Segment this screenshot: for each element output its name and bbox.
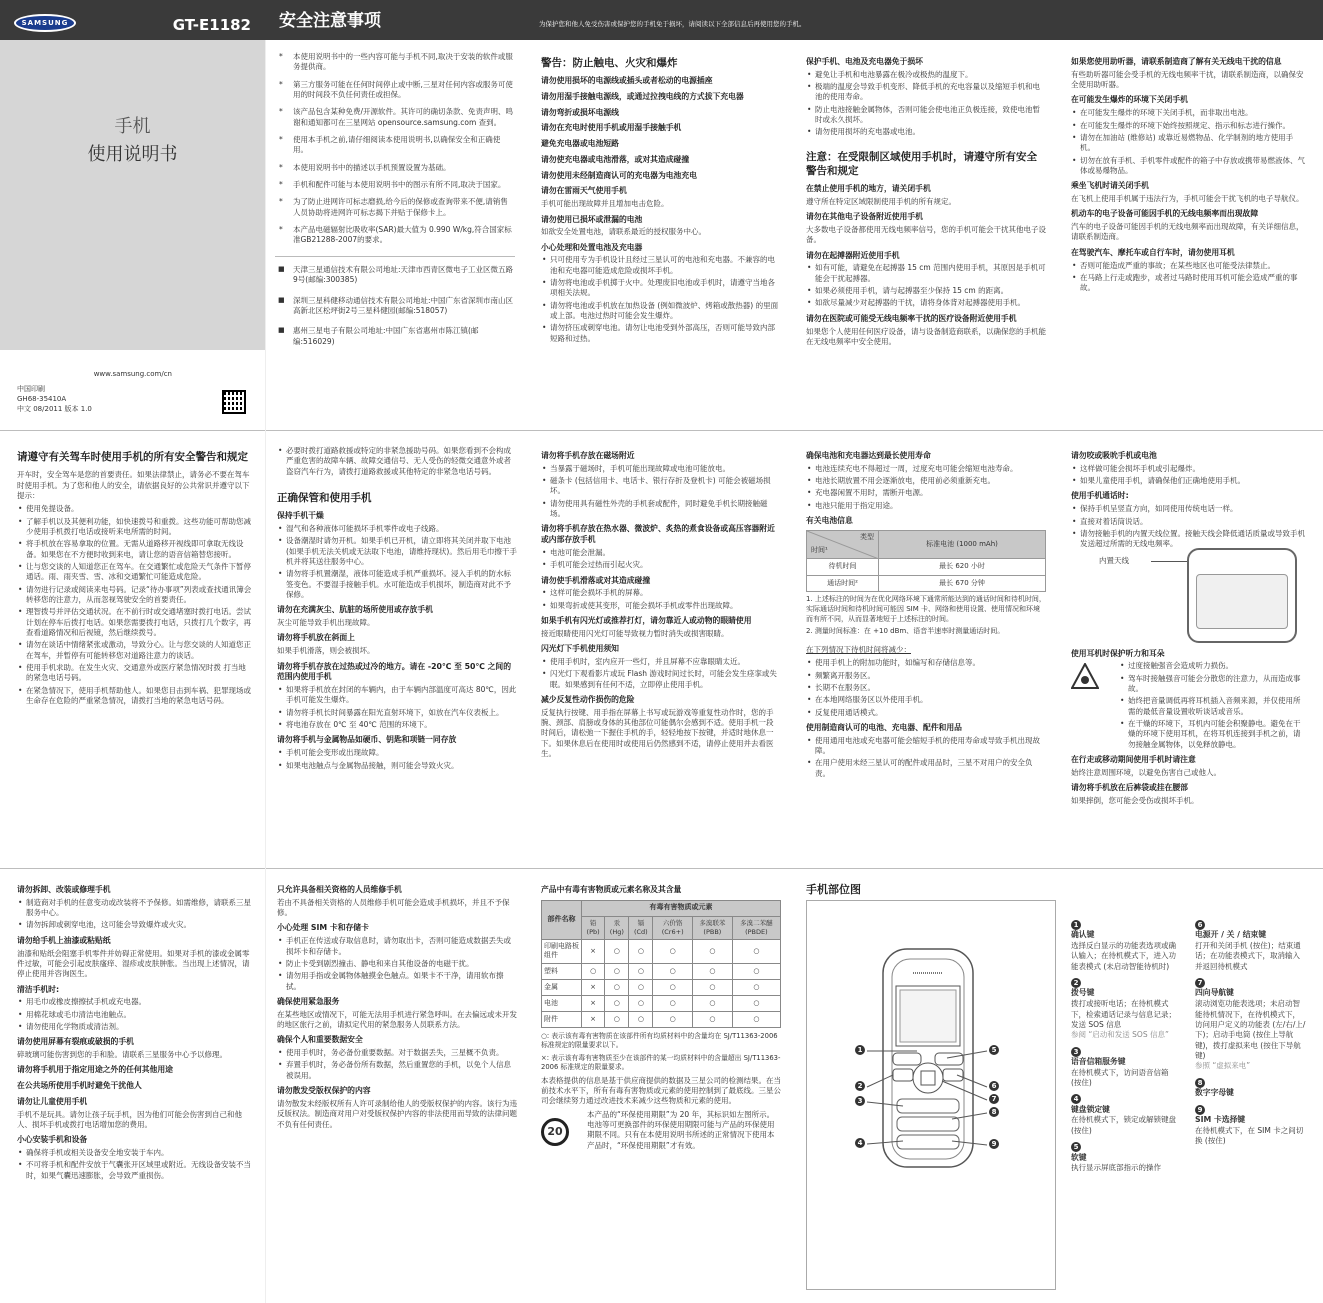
key-title: 四向导航键 [1195, 988, 1234, 998]
key-reference: 参阅 “启动和发送 SOS 信息” [1071, 1030, 1169, 1040]
list-item: • 手机可能会过热而引起火灾。 [541, 560, 779, 570]
table-cell: 印刷电路板组件 [542, 939, 582, 963]
table-cell: ○ [732, 939, 780, 963]
list-item: • 闪光灯下观看影片或玩 Flash 游戏时间过长时，可能会发生痉挛或失眠。如果感到有任何不适，立即停止使用手机。 [541, 669, 779, 690]
table-header: 多溴联苯 (PBB) [693, 916, 733, 939]
divider [0, 430, 1323, 431]
list-item: * 本使用说明书中的一些内容可能与手机不同,取决于安装的软件或服务提供商。 [275, 52, 515, 73]
list-item: • 电池连续充电不得超过一周，过度充电可能会缩短电池寿命。 [806, 464, 1046, 474]
warning-heading: 请勿用湿手接触电源线，或通过拉拽电线的方式拔下充电器 [541, 91, 744, 101]
key-title: 电源开 / 关 / 结束键 [1195, 930, 1267, 940]
list-item: • 保持手机呈竖直方向，如同使用传统电话一样。 [1071, 504, 1306, 514]
table-cell: ○ [605, 964, 629, 980]
table-header: 多溴二苯醚 (PBDE) [732, 916, 780, 939]
table-cell: ○ [629, 964, 653, 980]
list-item: • 请勿将手机长时间暴露在阳光直射环境下，如放在汽车仪表板上。 [277, 708, 517, 718]
key-title: 数字字母键 [1195, 1087, 1234, 1097]
key-description [1071, 1047, 1176, 1089]
key-text: 在待机模式下，在 SIM 卡之间切换 (按住) [1195, 1125, 1304, 1146]
table-row [542, 980, 781, 996]
layout-title: 手机部位图 [806, 883, 861, 896]
cover-title: 手机 使用说明书 [87, 116, 178, 166]
list-item: * 本使用说明书中的描述以手机预置设置为基础。 [275, 163, 515, 173]
table-cell: ○ [732, 964, 780, 980]
key-description [1195, 920, 1307, 972]
list-item: • 在干燥的环境下，耳机内可能会积聚静电。避免在干燥的环境下使用耳机，在将耳机连接到手机之前，请勿接触金属物体，以免释放静电。 [1119, 719, 1306, 750]
list-item: • 切勿在放有手机、手机零件或配件的箱子中存放或携带易燃液体、气体或易爆物品。 [1071, 156, 1306, 177]
list-item: • 了解手机以及其便利功能，如快速拨号和重拨。这些功能可帮助您减少使用手机拨打电话或接听来电所需的时间。 [17, 517, 253, 538]
list-item: * 为了防止进网许可标志磨损,给今后的保修或查询带来不便,请销售人员协助将进网许可标志揭下并贴于保修卡上。 [275, 197, 515, 218]
list-item: • 使用手机上的附加功能时，如编写和存储信息等。 [806, 658, 1046, 668]
list-item: • 如果电池触点与金属物品接触，则可能会导致火灾。 [277, 761, 517, 771]
key-text: 执行显示屏底部指示的操作 [1071, 1163, 1161, 1173]
warning-heading: 避免充电器或电池短路 [541, 139, 619, 149]
table-cell: ○ [693, 1012, 733, 1028]
table-cell: ○ [693, 964, 733, 980]
list-item: • 频繁离开服务区。 [806, 671, 1046, 681]
table-cell: ○ [653, 964, 693, 980]
key-text: 在待机模式下，访问语音信箱 (按住) [1071, 1067, 1169, 1088]
list-item: • 使用手机时，室内应开一些灯，并且屏幕不应靠眼睛太近。 [541, 657, 779, 667]
table-row [542, 1012, 781, 1028]
list-item: • 请勿将电池或手机掷于火中。处理废旧电池或手机时，请遵守当地各项相关法规。 [541, 278, 779, 299]
list-item: * 第三方服务可能在任何时间停止或中断,三星对任何内容或服务可使用的时间段不负任何责任或担保。 [275, 80, 515, 101]
list-item: • 请勿挤压或刺穿电池。请勿让电池受到外部高压，否则可能导致内部短路和过热。 [541, 323, 779, 344]
battery-table: 类型 时间¹ 标准电池 (1000 mAh) 待机时间 最长 620 小时 通话时间² 最长 670 分钟 [806, 530, 1046, 592]
list-item: • 在马路上行走或跑步，或者过马路时使用耳机可能会造成严重的事故。 [1071, 273, 1306, 294]
key-title: 键盘锁定键 [1071, 1104, 1110, 1114]
battery-column: 确保电池和充电器达到最长使用寿命 • 电池连续充电不得超过一周，过度充电可能会缩短电池寿命。 • 电池长期放置不用会逐渐放电，使用前必须重新充电。 • 充电器闲置不用时，需断开电源。 • 电池只能用于指定用途。 有关电池信息 类型 时间¹ 标准电池 (1000 mAh) 待机时间 最长 620 小时 通话时间² 最长 670 分钟 1. 上述标注的时间为在优化网络环境下通常所能达到的通话时间和待机时间，实际通话时间和待机时间可能因 SIM 卡、网络和使用设置、使用情况和环境而有所不同，从而显著地短于上述标注的时间。 2. 测量时间标准：在 +10 dBm、语音半速率时测量通话时间。 在下列情况下待机时间将减少： • 使用手机上的附加功能时，如编写和存储信息等。 • 频繁离开服务区。 • 长期不在服务区。 • 在本地网络服务区以外使用手机。 • 反复使用通话模式。 使用制造商认可的电池、充电器、配件和用品 • 使用通用电池或充电器可能会缩短手机的使用寿命或导致手机出现故障。 • 在用户使用未经三星认可的配件或用品时，三星不对用户的安全负责。 [806, 446, 1046, 781]
website[interactable]: www.samsung.com/cn [93, 370, 172, 378]
warning-heading: 请勿使用损坏的电源线或插头或者松动的电源插座 [541, 76, 713, 86]
table-cell: ○ [605, 1012, 629, 1028]
key-text: 拨打或接听电话；在待机模式下，检索通话记录与信息记录；发送 SOS 信息 [1071, 999, 1176, 1029]
list-item: • 将手机放在容易拿取的位置。无需从道路移开视线即可拿取无线设备。如果您在不方便时收到来电，请让您的语音信箱替您接听。 [17, 539, 253, 560]
list-item: • 电池只能用于指定用途。 [806, 501, 1046, 511]
table-cell: ○ [605, 980, 629, 996]
key-number: 7 [1195, 978, 1205, 988]
list-item: • 用毛巾或橡皮擦擦拭手机或充电器。 [17, 997, 253, 1007]
list-item: • 如果儿童使用手机，请确保他们正确地使用手机。 [1071, 476, 1306, 486]
list-item: • 让与您交谈的人知道您正在驾车。在交通繁忙或危险天气条件下暂停通话。雨、雨夹雪、雪、冰和交通繁忙可能造成危险。 [17, 562, 253, 583]
key-number: 3 [1071, 1047, 1081, 1057]
table-cell: ○ [693, 980, 733, 996]
footnote: 1. 上述标注的时间为在优化网络环境下通常所能达到的通话时间和待机时间，实际通话时间和待机时间可能因 SIM 卡、网络和使用设置、使用情况和环境而有所不同，从而显著地短于上述标注的时间。 [806, 595, 1046, 623]
list-item: • 使用手机时，务必备份重要数据。对于数据丢失，三星概不负责。 [277, 1048, 517, 1058]
list-item: • 使用手机求助。在发生火灾、交通意外或医疗紧急情况时拨 打当地的紧急电话号码。 [17, 663, 253, 684]
list-item: • 驾车时接触强音可能会分散您的注意力，从而造成事故。 [1119, 674, 1306, 695]
list-item: • 请勿用手指或金属物体触摸金色触点。如果卡不干净，请用软布擦拭。 [277, 971, 517, 992]
list-item: • 这样做可能会损坏手机或引起爆炸。 [1071, 464, 1306, 474]
list-item: • 在紧急情况下，使用手机帮助他人。如果您目击到车祸、犯罪现场或生命存在危险的严重紧急情况，请拨打当地的紧急电话号码。 [17, 686, 253, 707]
list-item: • 请勿将手机置潮湿，液体可能造成手机严重损坏。浸入手机的防水标签变色。不要湿手接触手机。水可能造成手机损坏，制造商对此不予保修。 [277, 569, 517, 600]
list-item: • 极端的温度会导致手机变形、降低手机的充电容量以及缩短手机和电池的使用寿命。 [806, 82, 1046, 103]
key-text: 打开和关闭手机 (按住)；结束通话；在功能表模式下，取消输入并返回待机模式 [1195, 941, 1301, 971]
cover-panel [0, 0, 265, 430]
keys-list-2 [1195, 920, 1307, 1153]
ear-warning [1071, 661, 1306, 750]
key-description [1195, 1105, 1307, 1147]
key-title: SIM 卡选择键 [1195, 1115, 1246, 1125]
table-cell: ○ [629, 996, 653, 1012]
list-item: • 在本地网络服务区以外使用手机。 [806, 695, 1046, 705]
list-item: • 直接对着话筒说话。 [1071, 517, 1306, 527]
care-column: • 必要时拨打道路救援或特定的非紧急援助号码。如果您看到不会构成严重危害的故障车辆、故障交通信号、无人受伤的轻微交通意外或者盗窃汽车行为，请拨打道路救援或其他特定的非紧急电话号码。 正确保管和使用手机 保持手机干燥 • 湿气和各种液体可能损坏手机零件或电子线路。 • 设备潮湿时请勿开机。如果手机已开机，请立即将其关闭并取下电池 (如果手机无法关机或无法取下电池，请维持现状)。然后用毛巾擦干手机并将其送往服务中心。 • 请勿将手机置潮湿，液体可能造成手机严重损坏。浸入手机的防水标签变色。不要湿手接触手机。水可能造成手机损坏，制造商对此不予保修。 请勿在充满灰尘、肮脏的场所使用或存放手机 灰尘可能导致手机出现故障。 请勿将手机放在斜面上 如果手机滑落，则会被损坏。 请勿将手机存放在过热或过冷的地方。请在 -20℃ 至 50℃ 之间的范围内使用手机 • 如果将手机放在封闭的车辆内，由于车辆内部温度可高达 80℃，因此手机可能发生爆炸。 • 请勿将手机长时间暴露在阳光直射环境下，如放在汽车仪表板上。 • 将电池存放在 0℃ 至 40℃ 范围的环境下。 请勿将手机与金属物品如硬币、钥匙和项链一同存放 • 手机可能会变形或出现故障。 • 如果电池触点与金属物品接触，则可能会导致火灾。 [277, 446, 517, 773]
list-item: • 在可能发生爆炸的环境下始终按照规定、指示和标志进行操作。 [1071, 121, 1306, 131]
table-cell: ○ [653, 996, 693, 1012]
list-item: • 防止电池接触金属物体，否则可能会使电池正负极连接，致使电池暂时或永久损坏。 [806, 105, 1046, 126]
warning-heading: 请勿弯折或损坏电源线 [541, 107, 619, 117]
list-item: • 请勿在谈话中情绪紧张或激动，导致分心。让与您交谈的人知道您正在驾车，并暂停有可能转移您对道路注意力的谈话。 [17, 640, 253, 661]
hazard-column: 产品中有毒有害物质或元素名称及其含量 部件名称 有毒有害物质或元素 铅 (Pb) 汞 (Hg) 镉 (Cd) 六价铬 (Cr6+) 多溴联苯 (PBB) 多溴二苯醚 (PBDE) 印刷电路板组件 × ○ ○ ○ ○ ○ 塑料 ○ ○ ○ ○ ○ ○ 金属 × ○ ○ ○ ○ ○ 电池 × ○ ○ ○ ○ ○ 附件 × ○ ○ ○ ○ ○ ○: 表示该有毒有害物质在该部件所有均质材料中的含量均在 SJ/T11363-2006 标准规定的限量要求以下。 ×: 表示该有毒有害物质至少在该部件的某一均质材料中的含量超出 SJ/T11363-2006 标准规定的限量要求。 本表格提供的信息是基于供应商提供的数据及三星公司的检测结果。在当前技术水平下，所有有毒有害物质或元素的使用控制到了最底线。三星公司会继续努力通过改进技术来减少这些物质和元素的使用。 20 本产品的“环保使用期限”为 20 年，其标识如左图所示。电池等可更换部件的环保使用期限可能与产品的环保使用期限不同。只有在本使用说明书所述的正常情况下使用本产品时，“环保使用期限”才有效。 [541, 885, 781, 1150]
key-number: 8 [1195, 1078, 1205, 1088]
eco-period-icon: 20 [541, 1118, 569, 1146]
list-item: * 手机和配件可能与本使用说明书中的图示有所不同,取决于国家。 [275, 180, 515, 190]
list-item: • 理智拨号并评估交通状况。在不前行时或交通堵塞时拨打电话。尝试计划在停车后拨打电话。如果您需要拨打电话，只拨打几个数字，再查看道路情况和后视镜，然后继续拨号。 [17, 607, 253, 638]
list-item: • 这样可能会损坏手机的屏幕。 [541, 588, 779, 598]
list-item: • 防止卡受到剧烈撞击、静电和来自其他设备的电磁干扰。 [277, 959, 517, 969]
key-number: 9 [1195, 1105, 1205, 1115]
list-item: • 请勿进行记录或阅读来电号码。记录“待办事项”列表或查找通讯簿会转移您的注意力，从而忽视驾驶安全的首要责任。 [17, 585, 253, 606]
list-item: • 手机可能会变形或出现故障。 [277, 748, 517, 758]
table-cell: ○ [653, 939, 693, 963]
list-item: • 充电器闲置不用时，需断开电源。 [806, 488, 1046, 498]
list-item: • 请勿在加油站 (维修站) 或靠近易燃物品、化学制剂的地方使用手机。 [1071, 133, 1306, 154]
list-item: • 当暴露于磁场时，手机可能出现故障或电池可能放电。 [541, 464, 779, 474]
model-number: GT-E1182 [172, 16, 251, 34]
header-bar [265, 0, 1323, 40]
key-title: 语音信箱服务键 [1071, 1056, 1126, 1066]
key-text: 在待机模式下，锁定或解锁键盘 (按住) [1071, 1115, 1176, 1135]
key-description [1071, 920, 1176, 972]
samsung-logo: SAMSUNG [14, 14, 76, 32]
list-item: • 弃置手机时，务必备份所有数据，然后重置您的手机，以免个人信息被误用。 [277, 1060, 517, 1081]
hazard-table: 部件名称 有毒有害物质或元素 铅 (Pb) 汞 (Hg) 镉 (Cd) 六价铬 (Cr6+) 多溴联苯 (PBB) 多溴二苯醚 (PBDE) 印刷电路板组件 × ○ ○ ○ ○ ○ 塑料 ○ ○ ○ ○ ○ ○ 金属 × ○ ○ ○ ○ ○ 电池 × ○ ○ ○ ○ ○ 附件 × ○ ○ ○ ○ ○ [541, 900, 781, 1028]
list-item: • 请勿接触手机的内置天线位置。接触天线会降低通话质量或导致手机发送超过所需的无线电频率。 [1071, 529, 1306, 550]
table-cell: × [582, 1012, 605, 1028]
key-number: 5 [1071, 1142, 1081, 1152]
print-info: 中国印刷 GH68-35410A 中文 08/2011 版本 1.0 [17, 385, 92, 413]
list-item: • 始终把音量调低再将耳机插入音频来源，并仅使用所需的最低音量设置收听谈话或音乐。 [1119, 696, 1306, 717]
phone-diagram-box: 1 2 3 4 5 6 7 8 9 [806, 900, 1056, 1290]
list-item: • 只可使用专为手机设计且经过三星认可的电池和充电器。不兼容的电池和充电器可能造成危险或损坏手机。 [541, 255, 779, 276]
key-number: 1 [1071, 920, 1081, 930]
key-title: 拨号键 [1071, 988, 1095, 998]
list-item: • 反复使用通话模式。 [806, 708, 1046, 718]
table-row [542, 964, 781, 980]
list-item: * 本产品电磁辐射比吸收率(SAR)最大值为 0.990 W/kg,符合国家标准GB21288-2007的要求。 [275, 225, 515, 246]
list-item: • 请勿使用化学物质或清洁剂。 [17, 1022, 253, 1032]
divider [0, 868, 1323, 869]
warning-heading: 请勿使充电器或电池滑落，或对其造成碰撞 [541, 154, 690, 164]
page-subtitle: 为保护您和他人免受伤害或保护您的手机免于损坏，请阅读以下全部信息后再使用您的手机。 [539, 20, 806, 28]
key-title: 确认键 [1071, 930, 1095, 940]
antenna-illustration: 内置天线 [1071, 556, 1306, 641]
table-cell: 电池 [542, 996, 582, 1012]
table-cell: ○ [693, 939, 733, 963]
list-item: • 请勿拆卸或刺穿电池，这可能会导致爆炸或火灾。 [17, 920, 253, 930]
table-header: 六价铬 (Cr6+) [653, 916, 693, 939]
qr-code-overlay [224, 392, 244, 412]
warning-heading: 请勿使用未经制造商认可的充电器为电池充电 [541, 170, 697, 180]
table-cell: ○ [605, 939, 629, 963]
keys-list-1 [1071, 920, 1176, 1180]
footnote: 2. 测量时间标准：在 +10 dBm、语音半速率时测量通话时间。 [806, 627, 1005, 636]
phone-diagram [807, 901, 1057, 1291]
table-header: 铅 (Pb) [582, 916, 605, 939]
notes-column [275, 52, 515, 357]
driving-column: 请遵守有关驾车时使用手机的所有安全警告和规定 开车时，安全驾车是您的首要责任。如果法律禁止，请务必不要在驾车时使用手机。为了您和他人的安全，请依据良好的公共常识并遵守以下提示： • 使用免提设备。 • 了解手机以及其便利功能，如快速拨号和重拨。这些功能可帮助您减少使用手机拨打电话或接听来电所需的时间。 • 将手机放在容易拿取的位置。无需从道路移开视线即可拿取无线设备。如果您在不方便时收到来电，请让您的语音信箱替您接听。 • 让与您交谈的人知道您正在驾车。在交通繁忙或危险天气条件下暂停通话。雨、雨夹雪、雪、冰和交通繁忙可能造成危险。 • 请勿进行记录或阅读来电号码。记录“待办事项”列表或查找通讯簿会转移您的注意力，从而忽视驾驶安全的首要责任。 • 理智拨号并评估交通状况。在不前行时或交通堵塞时拨打电话。尝试计划在停车后拨打电话。如果您需要拨打电话，只拨打几个数字，再查看道路情况和后视镜，然后继续拨号。 • 请勿在谈话中情绪紧张或激动，导致分心。让与您交谈的人知道您正在驾车，并暂停有可能转移您对道路注意力的谈话。 • 使用手机求助。在发生火灾、交通意外或医疗紧急情况时拨 打当地的紧急电话号码。 • 在紧急情况下，使用手机帮助他人。如果您目击到车祸、犯罪现场或生命存在危险的严重紧急情况，请拨打当地的紧急电话号码。 [17, 446, 253, 708]
key-number: 2 [1071, 978, 1081, 988]
table-cell: 金属 [542, 980, 582, 996]
key-title: 软键 [1071, 1152, 1087, 1162]
list-item: • 电池可能会泄漏。 [541, 548, 779, 558]
list-item: • 请勿使用损坏的充电器或电池。 [806, 127, 1046, 137]
table-cell: 塑料 [542, 964, 582, 980]
table-row [542, 939, 781, 963]
warning-column: 警告：防止触电、火灾和爆炸 请勿使用损坏的电源线或插头或者松动的电源插座 请勿用湿手接触电源线，或通过拉拽电线的方式拔下充电器 请勿弯折或损坏电源线 请勿在充电时使用手机或用湿手接触手机 避免充电器或电池短路 请勿使充电器或电池滑落，或对其造成碰撞 请勿使用未经制造商认可的充电器为电池充电 请勿在雷雨天气使用手机 手机可能出现故障并且增加电击危险。 请勿使用已损坏或泄漏的电池 如欲安全处置电池，请联系最近的授权服务中心。 小心处理和处置电池及充电器 • 只可使用专为手机设计且经过三星认可的电池和充电器。不兼容的电池和充电器可能造成危险或损坏手机。 • 请勿将电池或手机掷于火中。处理废旧电池或手机时，请遵守当地各项相关法规。 • 请勿将电池或手机放在加热设备 (例如微波炉、烤箱或散热器) 的里面或上部。电池过热时可能会发生爆炸。 • 请勿挤压或刺穿电池。请勿让电池受到外部高压，否则可能导致内部短路和过热。 [541, 52, 779, 346]
hearing-aid-column: 如果您使用助听器，请联系制造商了解有关无线电干扰的信息 有些助听器可能会受手机的无线电频率干扰，请联系制造商，以确保安全使用助听器。 在可能发生爆炸的环境下关闭手机 • 在可能发生爆炸的环境下关闭手机，而非取出电池。 • 在可能发生爆炸的环境下始终按照规定、指示和标志进行操作。 • 请勿在加油站 (维修站) 或靠近易燃物品、化学制剂的地方使用手机。 • 切勿在放有手机、手机零件或配件的箱子中存放或携带易燃液体、气体或易爆物品。 乘坐飞机时请关闭手机 在飞机上使用手机属于违法行为，手机可能会干扰飞机的电子导航仪。 机动车的电子设备可能因手机的无线电频率而出现故障 汽车的电子设备可能因手机的无线电频率而出现故障，有关详细信息，请联系制造商。 在驾驶汽车、摩托车或自行车时，请勿使用耳机 • 否则可能造成严重的事故；在某些地区也可能受法律禁止。 • 在马路上行走或跑步，或者过马路时使用耳机可能会造成严重的事故。 [1071, 52, 1306, 296]
list-item: ■ 深圳三星科健移动通信技术有限公司地址:中国广东省深圳市南山区高新北区松坪街2号三星科健园(邮编:518057) [275, 296, 515, 317]
table-row [542, 996, 781, 1012]
list-item: • 避免让手机和电池暴露在极冷或极热的温度下。 [806, 70, 1046, 80]
list-item: • 如果必须使用手机，请与起搏器至少保持 15 cm 的距离。 [806, 286, 1046, 296]
list-item: • 否则可能造成严重的事故；在某些地区也可能受法律禁止。 [1071, 261, 1306, 271]
list-item: • 磁条卡 (包括信用卡、电话卡、银行存折及登机卡) 可能会被磁场损坏。 [541, 476, 779, 497]
list-item: • 电池长期放置不用会逐渐放电，使用前必须重新充电。 [806, 476, 1046, 486]
key-number: 4 [1071, 1094, 1081, 1104]
table-cell: × [582, 939, 605, 963]
restricted-column: 保护手机、电池及充电器免于损坏 • 避免让手机和电池暴露在极冷或极热的温度下。 • 极端的温度会导致手机变形、降低手机的充电容量以及缩短手机和电池的使用寿命。 • 防止电池接触金属物体，否则可能会使电池正负极连接，致使电池暂时或永久损坏。 • 请勿使用损坏的充电器或电池。 注意：在受限制区域使用手机时，请遵守所有安全警告和规定 在禁止使用手机的地方，请关闭手机 遵守所在特定区域限制使用手机的所有规定。 请勿在其他电子设备附近使用手机 大多数电子设备都使用无线电频率信号，您的手机可能会干扰其他电子设备。 请勿在起搏器附近使用手机 • 如有可能，请避免在起搏器 15 cm 范围内使用手机，其原因是手机可能会干扰起搏器。 • 如果必须使用手机，请与起搏器至少保持 15 cm 的距离。 • 如欲尽量减少对起搏器的干扰，请将身体背对起搏器使用手机。 请勿在医院或可能受无线电频率干扰的医疗设备附近使用手机 如果您个人使用任何医疗设备，请与设备制造商联系，以确保您的手机能在无线电频率中安全使用。 [806, 52, 1046, 350]
table-cell: × [582, 980, 605, 996]
key-description [1071, 1142, 1176, 1173]
table-cell: ○ [732, 996, 780, 1012]
list-item: • 在用户使用未经三星认可的配件或用品时，三星不对用户的安全负责。 [806, 758, 1046, 779]
list-item: • 长期不在服务区。 [806, 683, 1046, 693]
page-title: 安全注意事项 [279, 11, 381, 31]
list-item: • 请勿使用具有磁性外壳的手机套或配件，同时避免手机长期接触磁场。 [541, 499, 779, 520]
table-cell: ○ [732, 1012, 780, 1028]
table-header: 镉 (Cd) [629, 916, 653, 939]
list-item: • 过度接触强音会造成听力损伤。 [1119, 661, 1306, 671]
list-item: • 如有可能，请避免在起搏器 15 cm 范围内使用手机，其原因是手机可能会干扰起搏器。 [806, 263, 1046, 284]
list-item: * 使用本手机之前,请仔细阅读本使用说明书,以确保安全和正确使用。 [275, 135, 515, 156]
key-text: 滚动浏览功能表选项；未启动智能待机情况下，在待机模式下，访问用户定义的功能表 (左/右/上/下)；启动手电筒 (按住上导航键)，拨打虚拟来电 (按住下导航键) [1195, 999, 1306, 1060]
table-cell: ○ [732, 980, 780, 996]
key-number: 6 [1195, 920, 1205, 930]
usage-column: 请勿咬或吸吮手机或电池 • 这样做可能会损坏手机或引起爆炸。 • 如果儿童使用手机，请确保他们正确地使用手机。 使用手机通话时: • 保持手机呈竖直方向，如同使用传统电话一样。 • 直接对着话筒说话。 • 请勿接触手机的内置天线位置。接触天线会降低通话质量或导致手机发送超过所需的无线电频率。 内置天线 使用耳机时保护听力和耳朵 • 过度接触强音会造成听力损伤。 • 驾车时接触强音可能会分散您的注意力，从而造成事故。 • 始终把音量调低再将耳机插入音频来源，并仅使用所需的最低音量设置收听谈话或音乐。 • 在干燥的环境下，耳机内可能会积聚静电。避免在干燥的环境下使用耳机，在将耳机连接到手机之前，请勿接触金属物体，以免释放静电。 在行走或移动期间使用手机时请注意 始终注意周围环境，以避免伤害自己或他人。 请勿将手机放在后裤袋或挂在腰部 如果摔倒，您可能会受伤或损坏手机。 [1071, 446, 1306, 809]
list-item: • 湿气和各种液体可能损坏手机零件或电子线路。 [277, 524, 517, 534]
list-item: • 制造商对手机的任意变动或改装将不予保修。如需维修，请联系三星服务中心。 [17, 898, 253, 919]
table-header: 汞 (Hg) [605, 916, 629, 939]
table-cell: 附件 [542, 1012, 582, 1028]
list-item: • 如欲尽量减少对起搏器的干扰，请将身体背对起搏器使用手机。 [806, 298, 1046, 308]
table-cell: ○ [629, 1012, 653, 1028]
repair-column: 请勿拆卸、改装或修理手机 • 制造商对手机的任意变动或改装将不予保修。如需维修，请联系三星服务中心。 • 请勿拆卸或刺穿电池，这可能会导致爆炸或火灾。 请勿给手机上油漆或粘贴纸 油漆和贴纸会阻塞手机零件并妨碍正常使用。如果对手机的漆或金属零件过敏，可能会引起皮肤瘙痒、湿疹或皮肤肿胀。当出现上述情况，请停止使用并咨询医生。 清洁手机时: • 用毛巾或橡皮擦擦拭手机或充电器。 • 用棉花球或毛巾清洁电池触点。 • 请勿使用化学物质或清洁剂。 请勿使用屏幕有裂痕或破损的手机 碎玻璃可能伤害到您的手和脸。请联系三星服务中心予以修理。 请勿将手机用于指定用途之外的任何其他用途 在公共场所使用手机时避免干扰他人 请勿让儿童使用手机 手机不是玩具。请勿让孩子玩手机，因为他们可能会伤害到自己和他人、损坏手机或拨打电话增加您的费用。 小心安装手机和设备 • 确保将手机或相关设备安全地安装于车内。 • 不可将手机和配件安放于气囊张开区域里或附近。无线设备安装不当时，如果气囊迅速膨胀，会导致严重损伤。 [17, 880, 253, 1183]
list-item: • 不可将手机和配件安放于气囊张开区域里或附近。无线设备安装不当时，如果气囊迅速膨胀，会导致严重损伤。 [17, 1160, 253, 1181]
key-description [1071, 1094, 1176, 1136]
warning-heading: 请勿在充电时使用手机或用湿手接触手机 [541, 123, 682, 133]
list-item: • 使用通用电池或充电器可能会缩短手机的使用寿命或导致手机出现故障。 [806, 736, 1046, 757]
key-reference: 参照 “虚拟来电” [1195, 1061, 1251, 1071]
divider [265, 40, 266, 1303]
list-item: • 使用免提设备。 [17, 504, 253, 514]
table-cell: ○ [605, 996, 629, 1012]
list-item: * 该产品包含某种免费/开源软件。其许可的确切条款、免责声明、鸣谢和通知都可在三星网站 opensource.samsung.com 查到。 [275, 107, 515, 128]
table-cell: ○ [653, 980, 693, 996]
key-description [1195, 978, 1307, 1072]
list-item: • 在可能发生爆炸的环境下关闭手机，而非取出电池。 [1071, 108, 1306, 118]
list-item: • 如果将手机放在封闭的车辆内，由于车辆内部温度可高达 80℃，因此手机可能发生爆炸。 [277, 685, 517, 706]
magnet-column: 请勿将手机存放在磁场附近 • 当暴露于磁场时，手机可能出现故障或电池可能放电。 • 磁条卡 (包括信用卡、电话卡、银行存折及登机卡) 可能会被磁场损坏。 • 请勿使用具有磁性外壳的手机套或配件，同时避免手机长期接触磁场。 请勿将手机存放在热水器、微波炉、炙热的煮食设备或高压容器附近或内部存放手机 • 电池可能会泄漏。 • 手机可能会过热而引起火灾。 请勿使手机滑落或对其造成碰撞 • 这样可能会损坏手机的屏幕。 • 如果弯折或使其变形，可能会损坏手机或零件出现故障。 如果手机有闪光灯或推荐打灯，请勿靠近人或动物的眼睛使用 接近眼睛使用闪光灯可能导致视力暂时消失或损害眼睛。 闪光灯下手机使用须知 • 使用手机时，室内应开一些灯，并且屏幕不应靠眼睛太近。 • 闪光灯下观看影片或玩 Flash 游戏时间过长时，可能会发生痉挛或失眠。如果感到有任何不适，立即停止使用手机。 减少反复性动作损伤的危险 反复执行按键、用手指在屏幕上书写或玩游戏等重复性动作时，您的手腕、颈部、肩膀或身体的其他部位可能偶尔会感到不适。使用手机一段时间后，请松弛一下握住手机的手，轻轻地按下按键，并适时地休息一下。如果休息后在使用时或使用后仍然感到不适，请停止使用并去看医生。 [541, 446, 779, 762]
list-item: ■ 天津三星通信技术有限公司地址:天津市西青区微电子工业区微五路9号(邮编:300385) [275, 265, 515, 286]
service-column: 只允许具备相关资格的人员维修手机 若由不具备相关资格的人员维修手机可能会造成手机损坏，并且不予保修。 小心处理 SIM 卡和存储卡 • 手机正在传送或存取信息时，请勿取出卡，否则可能造成数据丢失或损坏卡和存储卡。 • 防止卡受到剧烈撞击、静电和来自其他设备的电磁干扰。 • 请勿用手指或金属物体触摸金色触点。如果卡不干净，请用软布擦拭。 确保使用紧急服务 在某些地区或情况下，可能无法用手机进行紧急呼叫。在去偏远或未开发的地区旅行之前，请拟定代用的紧急服务人员联系方法。 确保个人和重要数据安全 • 使用手机时，务必备份重要数据。对于数据丢失，三星概不负责。 • 弃置手机时，务必备份所有数据，然后重置您的手机，以免个人信息被误用。 请勿散发受版权保护的内容 请勿散发未经版权所有人许可录制给他人的受版权保护的内容。该行为违反版权法。制造商对用户对受版权保护内容的非法使用而导致的法律问题不负有任何责任。 [277, 880, 517, 1133]
table-cell: ○ [582, 964, 605, 980]
table-cell: ○ [629, 980, 653, 996]
table-cell: × [582, 996, 605, 1012]
table-cell: ○ [653, 1012, 693, 1028]
list-item: • 设备潮湿时请勿开机。如果手机已开机，请立即将其关闭并取下电池 (如果手机无法关机或无法取下电池，请维持现状)。然后用毛巾擦干手机并将其送往服务中心。 [277, 536, 517, 567]
table-cell: ○ [629, 939, 653, 963]
list-item: • 如果弯折或使其变形，可能会损坏手机或零件出现故障。 [541, 601, 779, 611]
list-item: • 手机正在传送或存取信息时，请勿取出卡，否则可能造成数据丢失或损坏卡和存储卡。 [277, 936, 517, 957]
key-description [1071, 978, 1176, 1040]
key-text: 选择反白显示的功能表选项或确认输入；在待机模式下，进入功能表模式 (未启动智能待机时) [1071, 941, 1176, 971]
cover-top-bar [0, 0, 265, 40]
list-item: • 将电池存放在 0℃ 至 40℃ 范围的环境下。 [277, 720, 517, 730]
list-item: • 请勿将电池或手机放在加热设备 (例如微波炉、烤箱或散热器) 的里面或上部。电池过热时可能会发生爆炸。 [541, 301, 779, 322]
table-cell: ○ [693, 996, 733, 1012]
list-item: ■ 惠州三星电子有限公司地址:中国广东省惠州市陈江镇(邮编:516029) [275, 326, 515, 347]
key-description [1195, 1078, 1307, 1099]
list-item: • 确保将手机或相关设备安全地安装于车内。 [17, 1148, 253, 1158]
warning-icon [1071, 663, 1099, 689]
list-item: • 用棉花球或毛巾清洁电池触点。 [17, 1010, 253, 1020]
